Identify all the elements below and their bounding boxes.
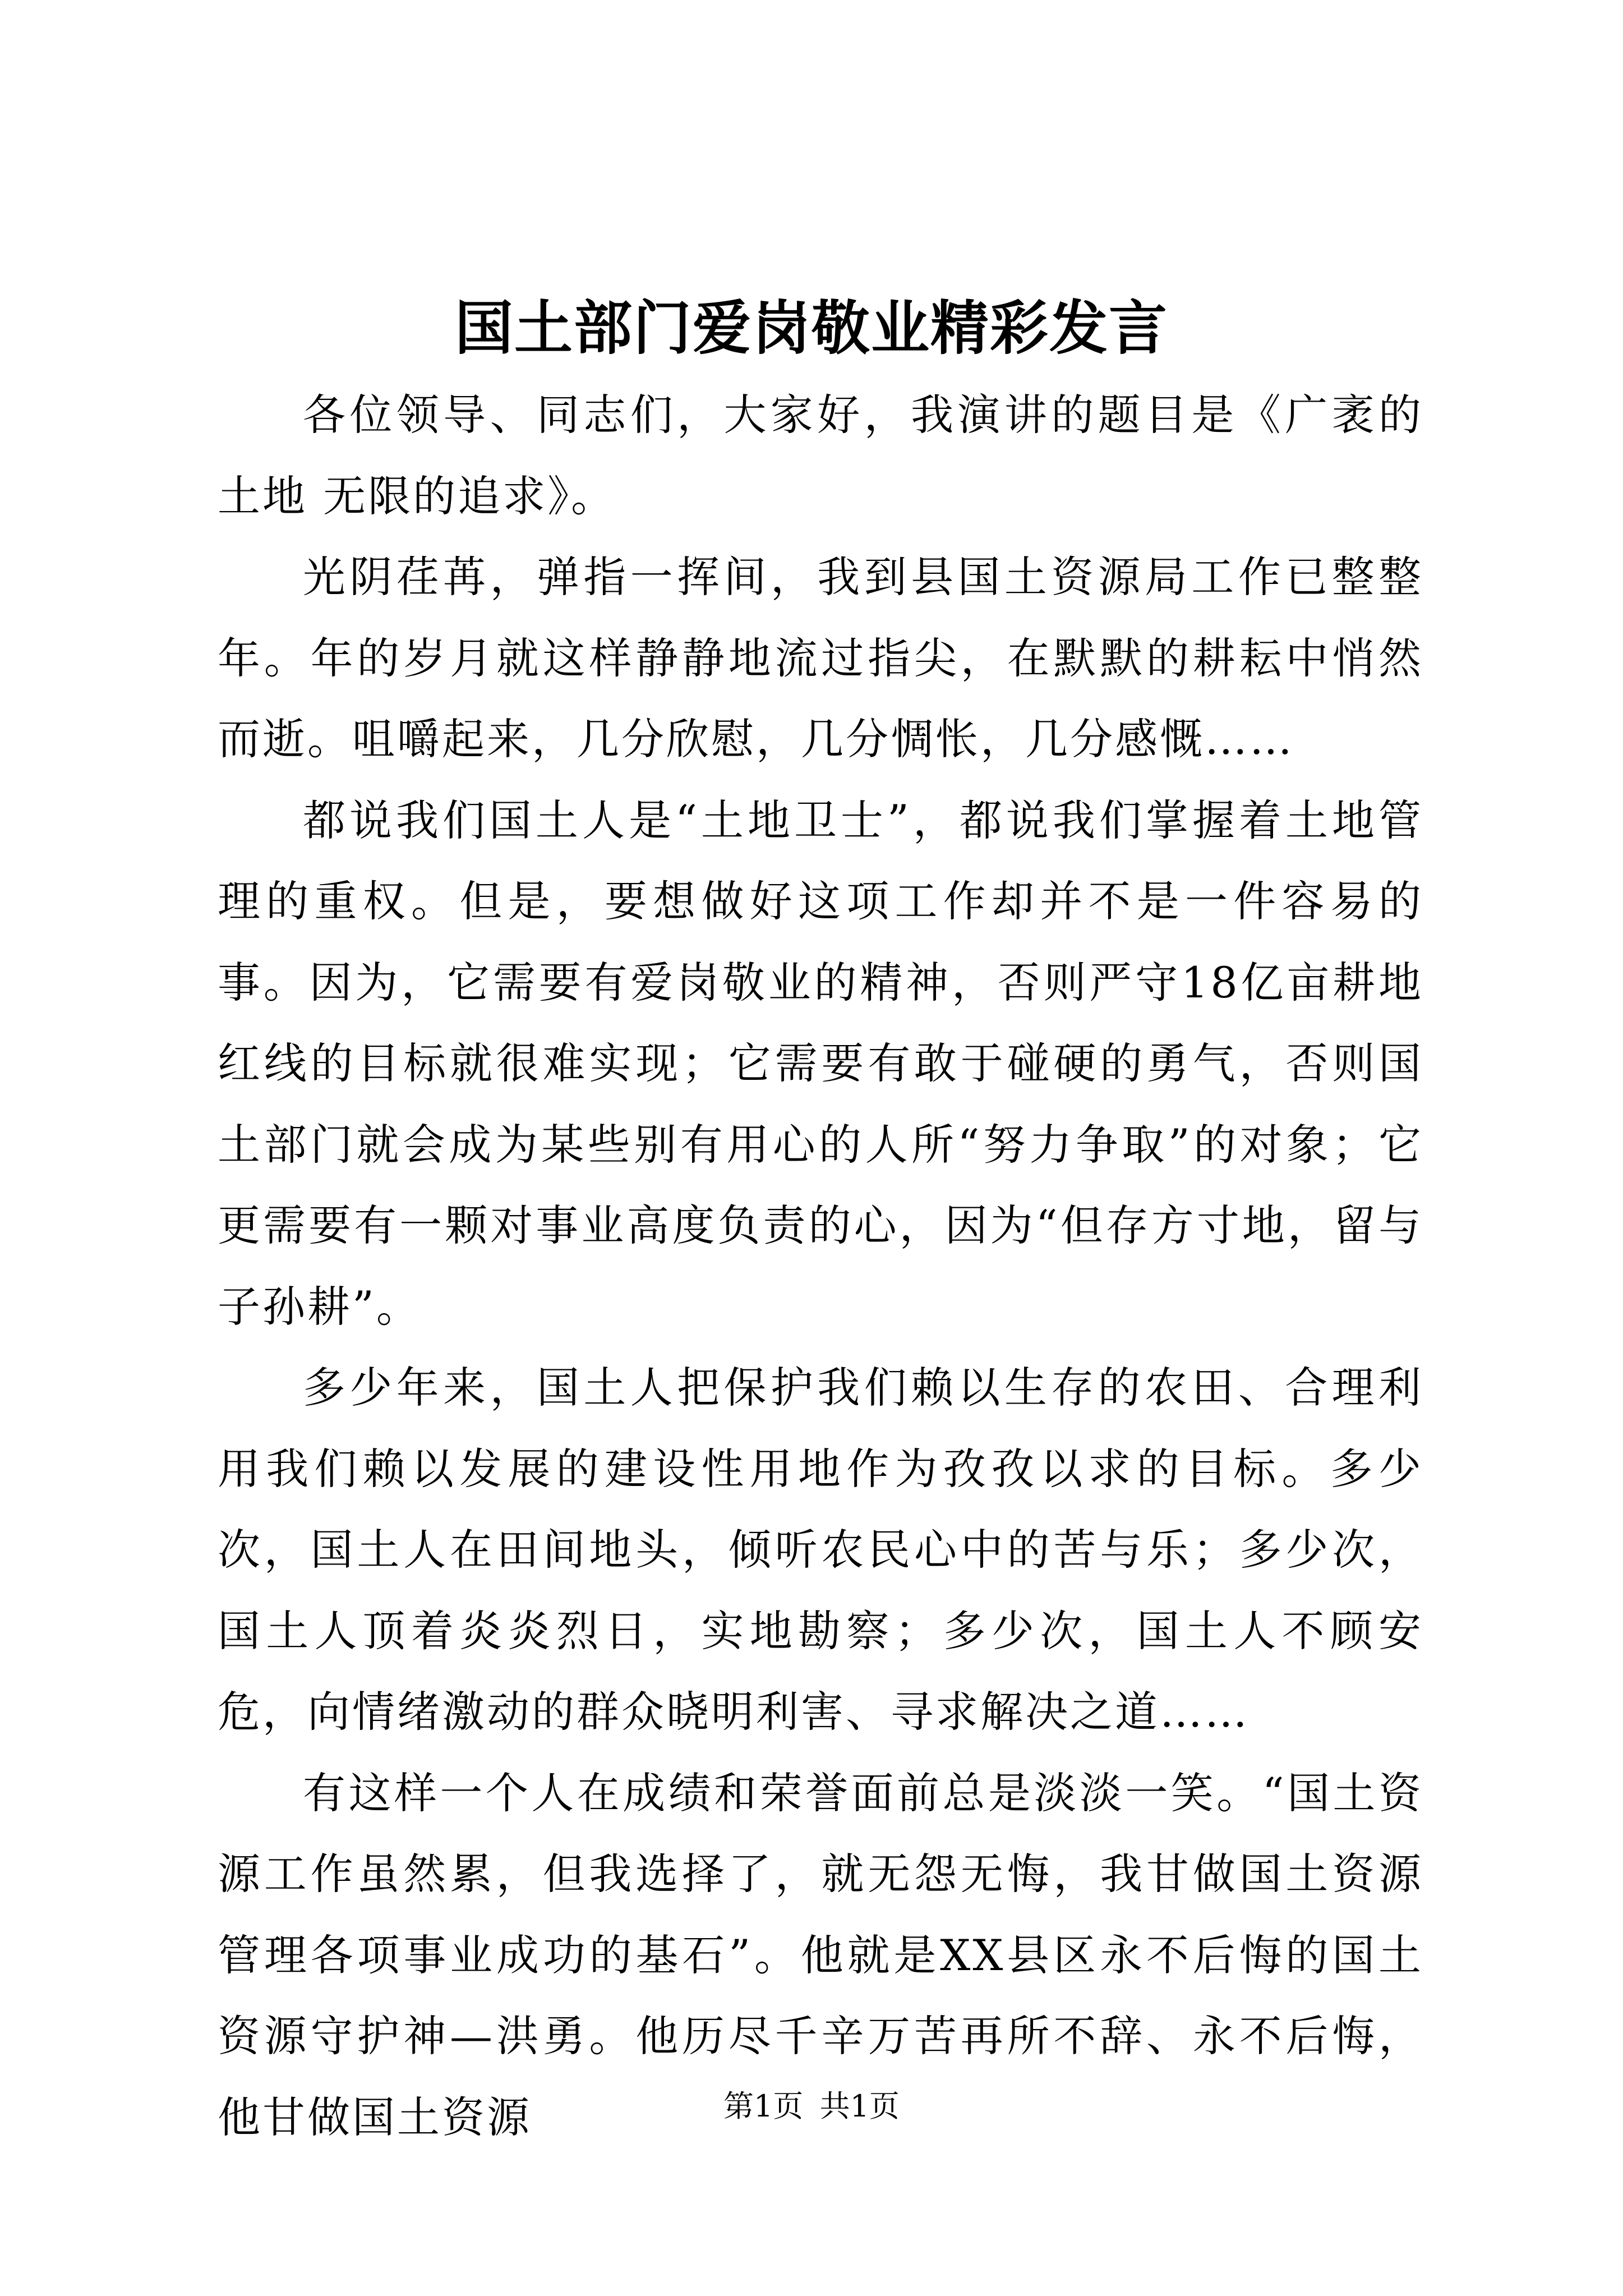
page-footer (0, 2087, 1623, 2126)
paragraph-greeting: 各位领导、同志们，大家好，我演讲的题目是《广袤的土地 无限的追求》。 (218, 390, 1423, 521)
document-title: 国土部门爱岗敬业精彩发言 (454, 293, 1168, 362)
paragraph-hong-yong: 有这样一个人在成绩和荣誉面前总是淡淡一笑。“国土资源工作虽然累，但我选择了，就无怨无悔，我甘做国土资源管理各项事业成功的基石”。他就是XX县区永不后悔的国土资源守护神—洪勇。他历尽千辛万苦再所不辞、永不后悔，他甘做国土资源 (218, 1768, 1423, 2142)
page-total: 共1页 (819, 2088, 900, 2124)
paragraph-time: 光阴荏苒，弹指一挥间，我到县国土资源局工作已整整年。年的岁月就这样静静地流过指尖，在默默的耕耘中悄然而逝。咀嚼起来，几分欣慰，几分惆怅，几分感慨…… (218, 552, 1423, 764)
page-number: 第1页 (723, 2088, 804, 2124)
paragraph-years: 多少年来，国土人把保护我们赖以生存的农田、合理利用我们赖以发展的建设性用地作为孜孜以求的目标。多少次，国土人在田间地头，倾听农民心中的苦与乐；多少次，国土人顶着炎炎烈日，实地勘察；多少次，国土人不顾安危，向情绪激动的群众晓明利害、寻求解决之道…… (218, 1363, 1423, 1737)
paragraph-land-guardian: 都说我们国土人是“土地卫士”，都说我们掌握着土地管理的重权。但是，要想做好这项工作却并不是一件容易的事。因为，它需要有爱岗敬业的精神，否则严守18亿亩耕地红线的目标就很难实现；它需要有敢于碰硬的勇气，否则国土部门就会成为某些别有用心的人所“努力争取”的对象；它更需要有一颗对事业高度负责的心，因为“但存方寸地，留与子孙耕”。 (218, 795, 1423, 1332)
document-body (218, 375, 1423, 2158)
